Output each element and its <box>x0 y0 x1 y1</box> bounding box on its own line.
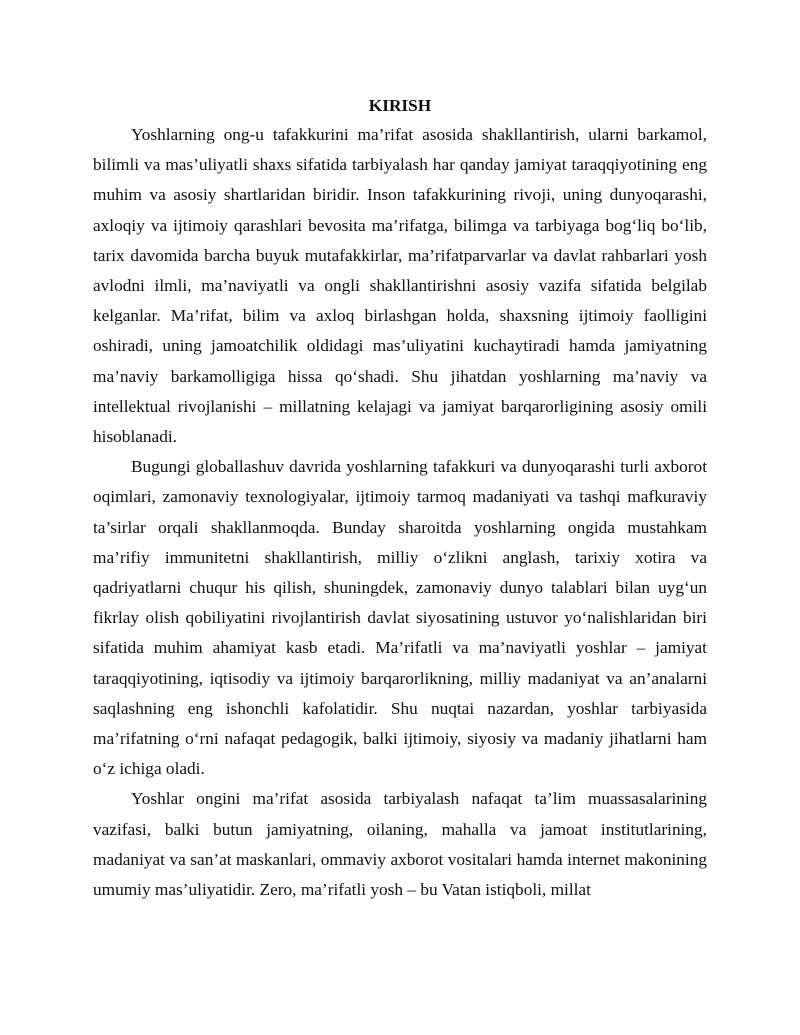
paragraph-1: Yoshlarning ong-u tafakkurini ma’rifat asosida shakllantirish, ularni barkamol, bilimli va mas’uliyatli shaxs sifatida tarbiyalash har qanday jamiyat taraqqiyotining eng muhim va asosiy shartlaridan biridir. Inson tafakkurining rivoji, uning dunyoqarashi, axloqiy va ijtimoiy qarashlari bevosita ma’rifatga, bilimga va tarbiyaga bog‘liq bo‘lib, tarix davomida barcha buyuk mutafakkirlar, ma’rifatparvarlar va davlat rahbarlari yosh avlodni ilmli, ma’naviyatli va ongli shakllantirishni asosiy vazifa sifatida belgilab kelganlar. Ma’rifat, bilim va axloq birlashgan holda, shaxsning ijtimoiy faolligini oshiradi, uning jamoatchilik oldidagi mas’uliyatini kuchaytiradi hamda jamiyatning ma’naviy barkamolligiga hissa qo‘shadi. Shu jihatdan yoshlarning ma’naviy va intellektual rivojlanishi – millatning kelajagi va jamiyat barqarorligining asosiy omili hisoblanadi. <box>93 125 707 447</box>
paragraph-3: Yoshlar ongini ma’rifat asosida tarbiyalash nafaqat ta’lim muassasalarining vazifasi, balki butun jamiyatning, oilaning, mahalla va jamoat institutlarining, madaniyat va san’at maskanlari, ommaviy axborot vositalari hamda internet makonining umumiy mas’uliyatidir. Zero, ma’rifatli yosh – bu Vatan istiqboli, millat <box>93 789 707 900</box>
document-page <box>93 92 707 905</box>
paragraph-2: Bugungi globallashuv davrida yoshlarning tafakkuri va dunyoqarashi turli axborot oqimlari, zamonaviy texnologiyalar, ijtimoiy tarmoq madaniyati va tashqi mafkuraviy ta’sirlar orqali shakllanmoqda. Bunday sharoitda yoshlarning ongida mustahkam ma’rifiy immunitetni shakllantirish, milliy o‘zlikni anglash, tarixiy xotira va qadriyatlarni chuqur his qilish, shuningdek, zamonaviy dunyo talablari bilan uyg‘un fikrlay olish qobiliyatini rivojlantirish davlat siyosatining ustuvor yo‘nalishlaridan biri sifatida muhim ahamiyat kasb etadi. Ma’rifatli va ma’naviyatli yoshlar – jamiyat taraqqiyotining, iqtisodiy va ijtimoiy barqarorlikning, milliy madaniyat va an’analarni saqlashning eng ishonchli kafolatidir. Shu nuqtai nazardan, yoshlar tarbiyasida ma’rifatning o‘rni nafaqat pedagogik, balki ijtimoiy, siyosiy va madaniy jihatlarni ham o‘z ichiga oladi. <box>93 457 707 779</box>
section-title: KIRISH <box>368 96 432 115</box>
